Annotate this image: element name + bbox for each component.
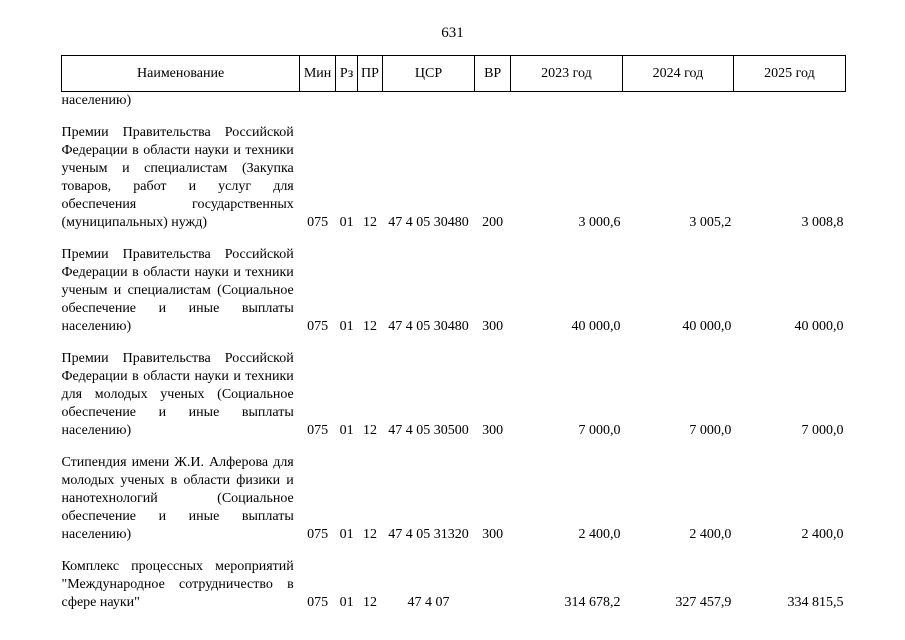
row-pr: 12 — [362, 215, 377, 230]
row-2023: 2 400,0 — [578, 527, 621, 542]
row-2025: 2 400,0 — [801, 527, 844, 542]
header-rz: Рз — [335, 56, 357, 92]
row-csr: 47 4 07 — [407, 595, 450, 610]
table-row — [62, 232, 846, 336]
row-name: Премии Правительства Российской Федерации в области науки и техники для молодых ученых (Социальное обеспечение и иные выплаты населению) — [61, 351, 294, 438]
row-vr: 200 — [482, 215, 504, 230]
continuation-row — [62, 92, 846, 111]
header-2024: 2024 год — [622, 56, 733, 92]
row-rz: 01 — [339, 595, 354, 610]
header-2025: 2025 год — [733, 56, 845, 92]
row-min: 075 — [307, 215, 329, 230]
row-2025: 7 000,0 — [801, 423, 844, 438]
row-rz: 01 — [339, 319, 354, 334]
row-2025: 334 815,5 — [787, 595, 844, 610]
row-pr: 12 — [362, 527, 377, 542]
row-min: 075 — [307, 423, 329, 438]
row-2023: 7 000,0 — [578, 423, 621, 438]
header-2023: 2023 год — [510, 56, 622, 92]
row-rz: 01 — [339, 423, 354, 438]
header-csr: ЦСР — [382, 56, 475, 92]
row-2023: 3 000,6 — [578, 215, 621, 230]
row-min: 075 — [307, 595, 329, 610]
row-2023: 40 000,0 — [571, 319, 621, 334]
row-2024: 40 000,0 — [682, 319, 732, 334]
row-csr: 47 4 05 30480 — [388, 319, 469, 334]
row-2023: 314 678,2 — [564, 595, 621, 610]
row-name: Комплекс процессных мероприятий "Международное сотрудничество в сфере науки" — [61, 559, 294, 610]
header-name: Наименование — [62, 56, 300, 92]
table-row — [62, 544, 846, 612]
row-name: Стипендия имени Ж.И. Алферова для молодых ученых в области физики и нанотехнологий (Социальное обеспечение и иные выплаты населению) — [61, 455, 294, 542]
table-row — [62, 110, 846, 232]
header-min: Мин — [300, 56, 336, 92]
header-vr: ВР — [475, 56, 511, 92]
row-2024: 327 457,9 — [675, 595, 732, 610]
row-2024: 7 000,0 — [689, 423, 732, 438]
continuation-text: населению) — [61, 93, 132, 108]
row-pr: 12 — [362, 319, 377, 334]
row-vr: 300 — [482, 423, 504, 438]
row-2024: 3 005,2 — [689, 215, 732, 230]
row-name: Премии Правительства Российской Федерации в области науки и техники ученым и специалистам (Закупка товаров, работ и услуг для обеспечения государственных (муниципальных) нужд) — [61, 125, 294, 230]
row-rz: 01 — [339, 215, 354, 230]
row-min: 075 — [307, 527, 329, 542]
header-row — [62, 56, 846, 92]
row-csr: 47 4 05 31320 — [388, 527, 469, 542]
row-pr: 12 — [362, 423, 377, 438]
table-row — [62, 440, 846, 544]
page-number: 631 — [441, 25, 464, 41]
row-csr: 47 4 05 30480 — [388, 215, 469, 230]
row-rz: 01 — [339, 527, 354, 542]
row-csr: 47 4 05 30500 — [388, 423, 469, 438]
row-vr — [475, 544, 511, 612]
table-row — [62, 336, 846, 440]
budget-table — [61, 55, 846, 612]
row-vr: 300 — [482, 527, 504, 542]
row-min: 075 — [307, 319, 329, 334]
row-2025: 40 000,0 — [794, 319, 844, 334]
row-name: Премии Правительства Российской Федерации в области науки и техники ученым и специалистам (Социальное обеспечение и иные выплаты населению) — [61, 247, 294, 334]
row-2024: 2 400,0 — [689, 527, 732, 542]
row-2025: 3 008,8 — [801, 215, 844, 230]
row-vr: 300 — [482, 319, 504, 334]
row-pr: 12 — [362, 595, 377, 610]
header-pr: ПР — [358, 56, 382, 92]
